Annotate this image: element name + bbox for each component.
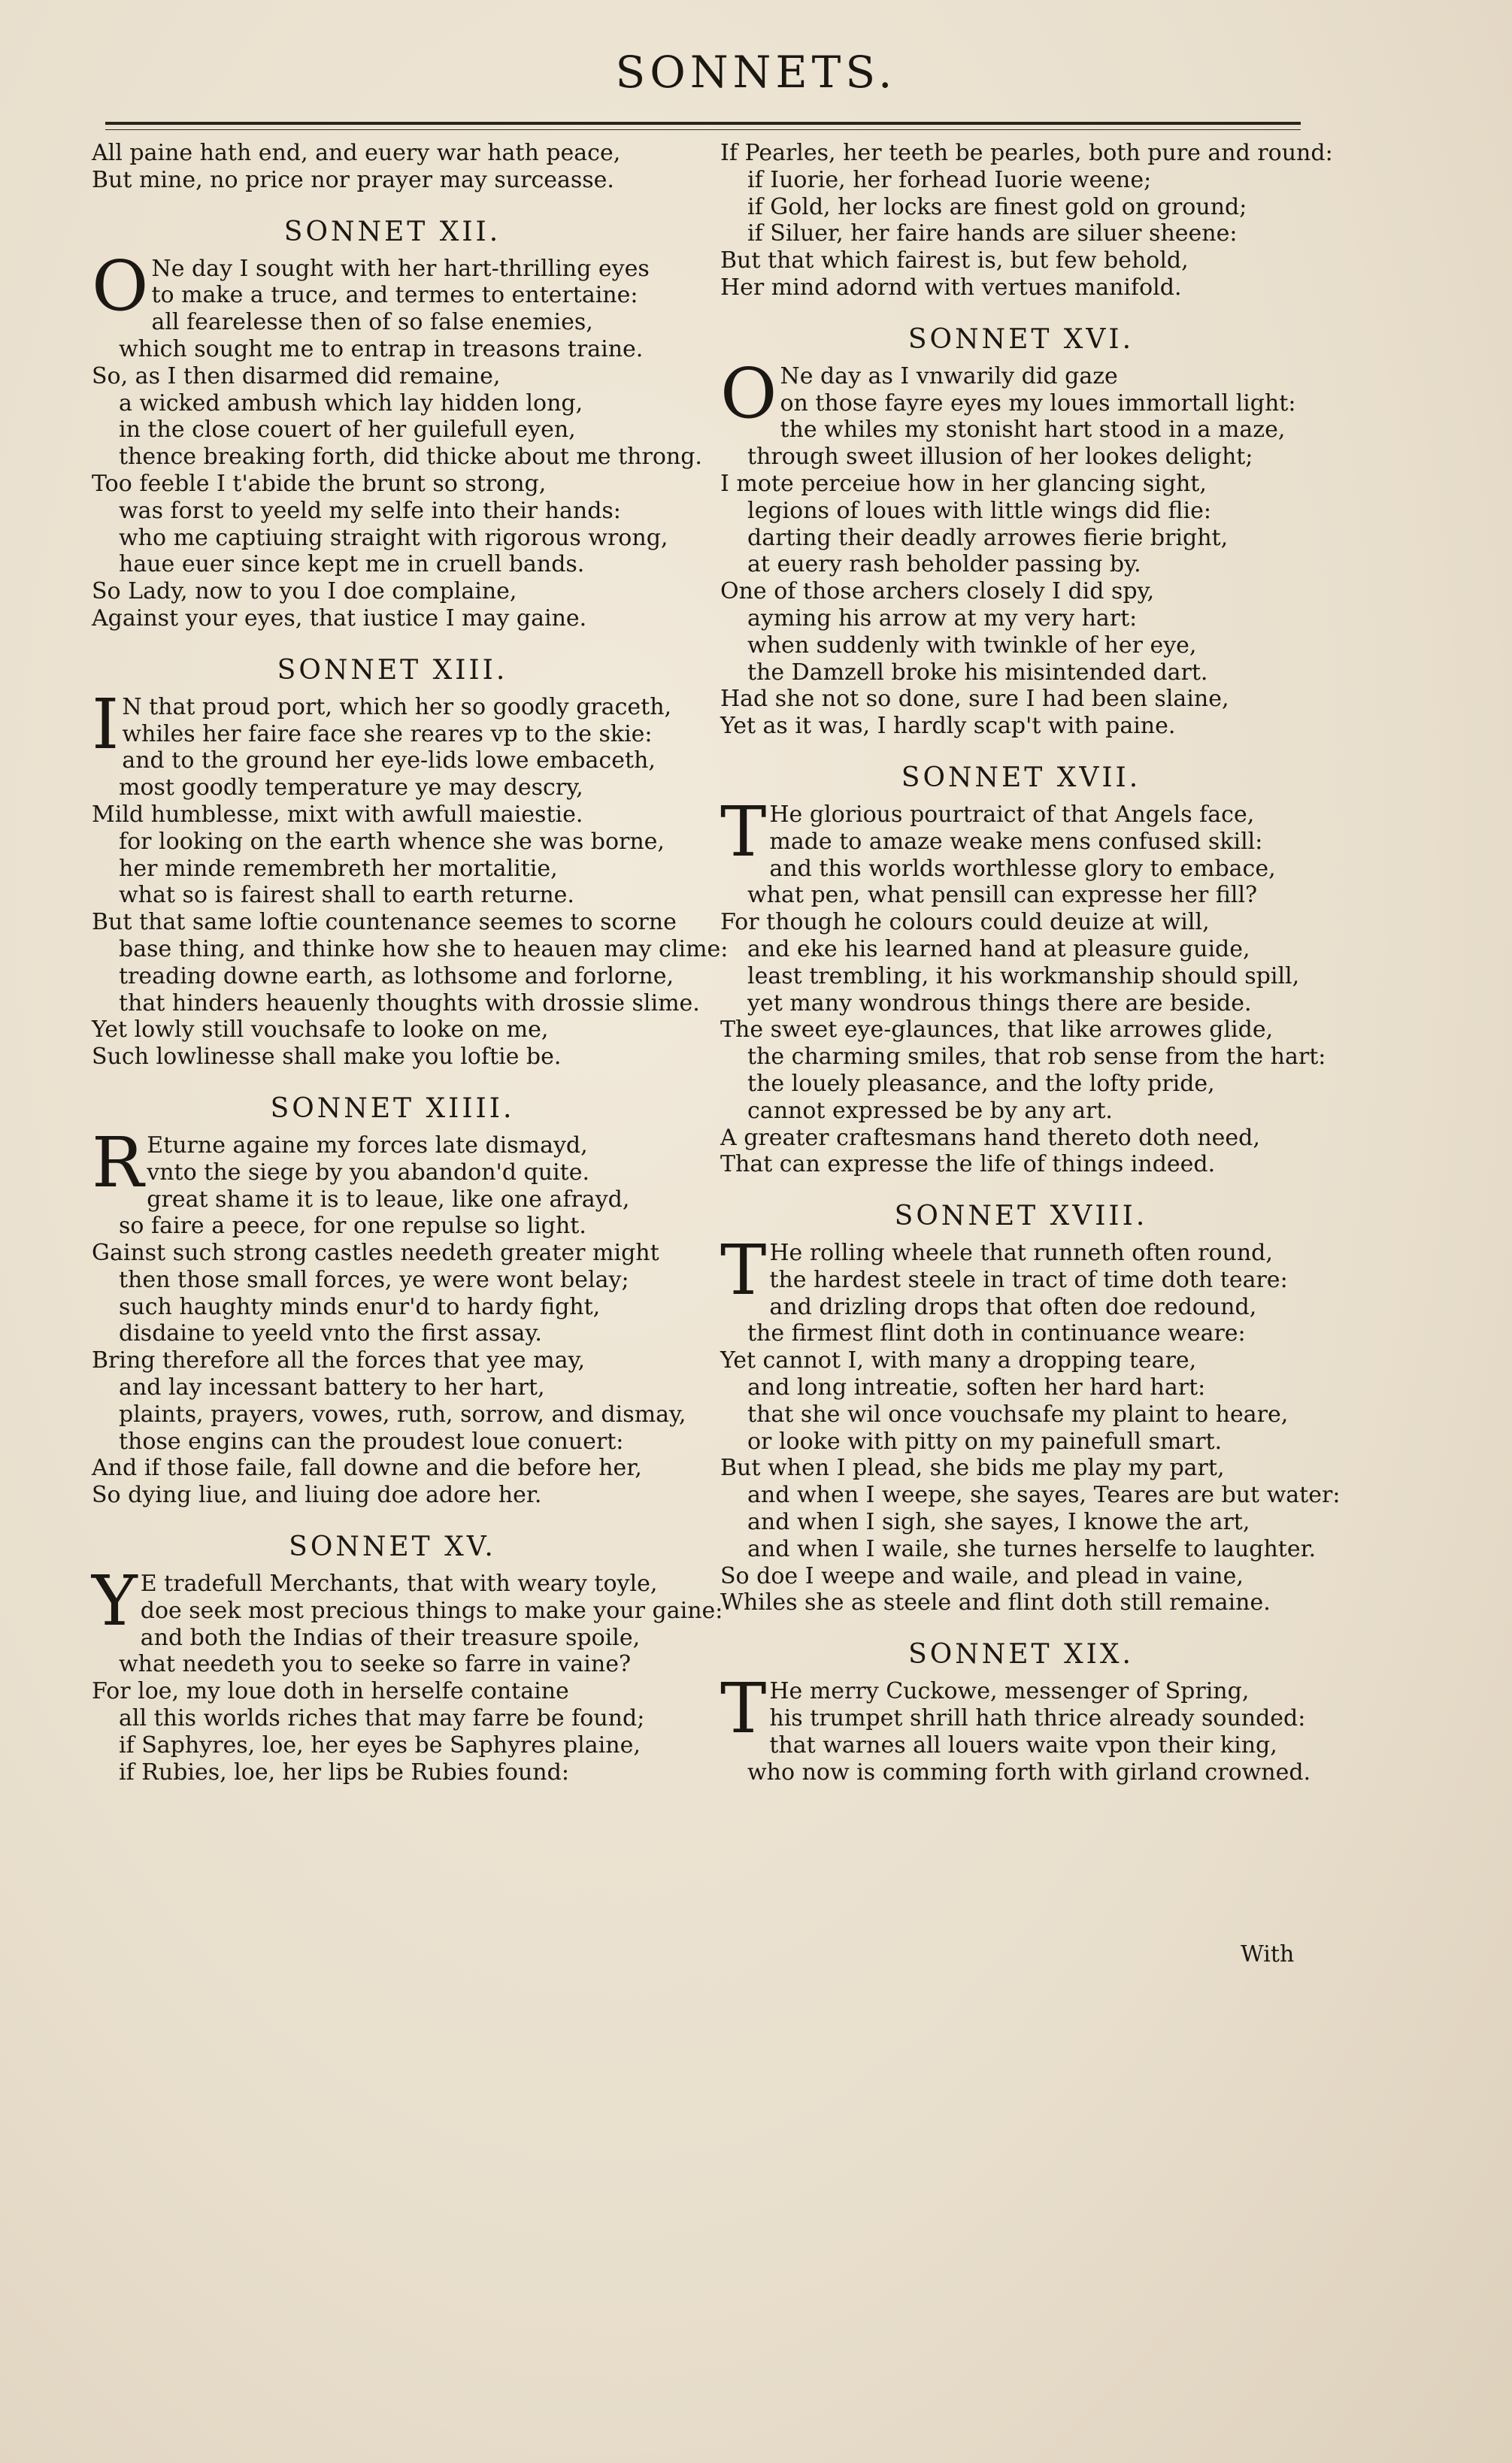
- verse-line: on those fayre eyes my loues immortall light:: [780, 389, 1296, 417]
- verse-line: thence breaking forth, did thicke about me throng.: [119, 444, 702, 471]
- verse-line: that warnes all louers waite vpon their king,: [769, 1731, 1277, 1759]
- drop-cap: O: [92, 245, 149, 326]
- verse-line: and long intreatie, soften her hard hart:: [747, 1374, 1206, 1401]
- verse-line: cannot expressed be by any art.: [747, 1097, 1113, 1124]
- verse-line: and this worlds worthlesse glory to embace,: [769, 855, 1276, 882]
- verse-line: was forst to yeeld my selfe into their hands:: [119, 497, 621, 524]
- verse-line: then those small forces, ye were wont belay;: [119, 1266, 629, 1293]
- drop-cap: I: [92, 683, 120, 765]
- verse-line: Her mind adornd with vertues manifold.: [720, 274, 1182, 301]
- verse-line: yet many wondrous things there are beside.: [747, 989, 1252, 1016]
- verse-line: if Iuorie, her forhead Iuorie weene;: [747, 166, 1152, 193]
- verse-line: But mine, no price nor prayer may surceasse.: [92, 166, 614, 193]
- verse-line: the hardest steele in tract of time doth teare:: [769, 1266, 1288, 1293]
- verse-line: legions of loues with little wings did flie:: [747, 497, 1211, 524]
- verse-line: for looking on the earth whence she was borne,: [119, 828, 665, 855]
- verse-line: in the close couert of her guilefull eyen,: [119, 417, 576, 444]
- verse-line: if Saphyres, loe, her eyes be Saphyres plaine,: [119, 1731, 641, 1759]
- verse-line: Yet lowly still vouchsafe to looke on me,: [92, 1016, 549, 1044]
- sonnet-title: SONNET XVII.: [901, 762, 1141, 793]
- verse-line: Such lowlinesse shall make you loftie be.: [92, 1044, 562, 1071]
- verse-line: Eturne againe my forces late dismayd,: [147, 1132, 588, 1159]
- verse-line: that hinders heauenly thoughts with drossie slime.: [119, 989, 700, 1016]
- sonnet-body: [720, 353, 1322, 740]
- verse-line: haue euer since kept me in cruell bands.: [119, 551, 585, 578]
- verse-line: who now is comming forth with girland crowned.: [747, 1759, 1311, 1786]
- verse-line: So dying liue, and liuing doe adore her.: [92, 1482, 542, 1509]
- verse-line: when suddenly with twinkle of her eye,: [747, 632, 1197, 659]
- verse-line: what pen, what pensill can expresse her fill?: [747, 882, 1258, 909]
- verse-line: which sought me to entrap in treasons traine.: [119, 335, 644, 362]
- verse-line: darting their deadly arrowes fierie bright,: [747, 524, 1229, 551]
- verse-line: So Lady, now to you I doe complaine,: [92, 578, 517, 605]
- verse-line: Ne day as I vnwarily did gaze: [780, 362, 1118, 389]
- running-head: SONNETS.: [615, 47, 897, 98]
- verse-line: what needeth you to seeke so farre in vaine?: [119, 1651, 632, 1678]
- verse-line: and lay incessant battery to her hart,: [119, 1374, 545, 1401]
- verse-line: if Gold, her locks are finest gold on ground;: [747, 193, 1247, 220]
- drop-cap: R: [92, 1122, 144, 1203]
- verse-line: treading downe earth, as lothsome and forlorne,: [119, 962, 674, 989]
- verse-line: He rolling wheele that runneth often round,: [769, 1240, 1273, 1267]
- verse-line: So, as I then disarmed did remaine,: [92, 362, 501, 389]
- drop-cap: T: [720, 1668, 767, 1750]
- verse-line: and both the Indias of their treasure spoile,: [140, 1624, 641, 1651]
- sonnet-title: SONNET XII.: [283, 216, 501, 247]
- verse-line: He merry Cuckowe, messenger of Spring,: [769, 1678, 1250, 1705]
- sonnet-title: SONNET XIII.: [277, 654, 508, 686]
- verse-line: the charming smiles, that rob sense from the hart:: [747, 1044, 1326, 1071]
- verse-line: such haughty minds enur'd to hardy fight,: [119, 1293, 601, 1320]
- verse-line: the louely pleasance, and the lofty pride,: [747, 1070, 1215, 1097]
- verse-line: a wicked ambush which lay hidden long,: [119, 389, 583, 417]
- verse-line: vnto the siege by you abandon'd quite.: [147, 1159, 590, 1186]
- drop-cap: O: [720, 353, 777, 434]
- catchword: With: [1241, 1941, 1295, 1968]
- sonnet-title: SONNET XVI.: [908, 323, 1135, 355]
- verse-line: his trumpet shrill hath thrice already sounded:: [769, 1705, 1306, 1732]
- verse-line: disdaine to yeeld vnto the first assay.: [119, 1320, 542, 1347]
- verse-line: base thing, and thinke how she to heauen may clime:: [119, 935, 729, 962]
- verse-line: so faire a peece, for one repulse so light.: [119, 1213, 586, 1240]
- verse-line: the firmest flint doth in continuance weare:: [747, 1320, 1246, 1347]
- sonnet-body: [92, 245, 702, 632]
- verse-line: the whiles my stonisht hart stood in a maze,: [780, 417, 1286, 444]
- verse-line: For loe, my loue doth in herselfe containe: [92, 1678, 569, 1705]
- verse-line: And if those faile, fall downe and die before her,: [92, 1455, 642, 1482]
- sonnet-body: [92, 1561, 723, 1786]
- verse-line: N that proud port, which her so goodly graceth,: [122, 693, 672, 720]
- verse-line: E tradefull Merchants, that with weary toyle,: [140, 1571, 658, 1598]
- drop-cap: Y: [92, 1561, 138, 1642]
- header-rule-thick: [105, 122, 1301, 125]
- verse-line: Yet cannot I, with many a dropping teare,: [720, 1347, 1197, 1374]
- verse-line: and drizling drops that often doe redound,: [769, 1293, 1257, 1320]
- verse-line: Too feeble I t'abide the brunt so strong,: [92, 470, 547, 497]
- sonnet-title: SONNET XVIII.: [894, 1201, 1148, 1232]
- verse-line: most goodly temperature ye may descry,: [119, 774, 583, 801]
- sonnet-title: SONNET XV.: [289, 1531, 496, 1563]
- left-column: [92, 140, 729, 1786]
- verse-line: made to amaze weake mens confused skill:: [769, 828, 1263, 855]
- verse-line: A greater craftesmans hand thereto doth need,: [720, 1124, 1260, 1151]
- sonnet-body: [720, 1230, 1341, 1616]
- verse-line: But that which fairest is, but few behold,: [720, 247, 1189, 274]
- verse-line: So doe I weepe and waile, and plead in vaine,: [720, 1562, 1244, 1589]
- verse-line: ayming his arrow at my very hart:: [747, 604, 1138, 632]
- verse-line: all fearelesse then of so false enemies,: [151, 309, 593, 336]
- verse-line: those engins can the proudest loue conuert:: [119, 1428, 624, 1455]
- verse-line: doe seek most precious things to make your gaine:: [140, 1597, 723, 1624]
- verse-line: Yet as it was, I hardly scap't with paine.: [720, 713, 1176, 740]
- verse-line: what so is fairest shall to earth returne.: [119, 882, 574, 909]
- verse-line: The sweet eye-glaunces, that like arrowes glide,: [720, 1016, 1274, 1044]
- sonnet-body: [92, 683, 729, 1071]
- verse-line: All paine hath end, and euery war hath peace,: [92, 140, 621, 166]
- sonnet-body: [720, 791, 1326, 1178]
- sonnet-title: SONNET XIIII.: [270, 1092, 515, 1124]
- verse-line: her minde remembreth her mortalitie,: [119, 855, 558, 882]
- verse-line: plaints, prayers, vowes, ruth, sorrow, and dismay,: [119, 1401, 686, 1428]
- verse-line: through sweet illusion of her lookes delight;: [747, 444, 1253, 471]
- verse-line: least trembling, it his workmanship should spill,: [747, 962, 1300, 989]
- verse-line: Mild humblesse, mixt with awfull maiestie.: [92, 801, 583, 828]
- verse-line: whiles her faire face she reares vp to the skie:: [122, 720, 653, 747]
- verse-line: if Siluer, her faire hands are siluer sheene:: [747, 220, 1238, 247]
- verse-line: That can expresse the life of things indeed.: [720, 1151, 1216, 1178]
- drop-cap: T: [720, 791, 767, 872]
- verse-line: But that same loftie countenance seemes to scorne: [92, 909, 677, 936]
- verse-line: to make a truce, and termes to entertaine:: [151, 282, 638, 309]
- header-rule-thin: [105, 129, 1301, 130]
- verse-line: If Pearles, her teeth be pearles, both pure and round:: [720, 140, 1333, 166]
- sonnet-body: [92, 1122, 693, 1509]
- verse-line: all this worlds riches that may farre be found;: [119, 1705, 645, 1732]
- verse-line: and when I sigh, she sayes, I knowe the art,: [747, 1509, 1250, 1536]
- verse-line: But when I plead, she bids me play my part,: [720, 1455, 1225, 1482]
- sonnet-title: SONNET XIX.: [908, 1639, 1134, 1671]
- verse-line: if Rubies, loe, her lips be Rubies found:: [119, 1759, 569, 1786]
- verse-line: Bring therefore all the forces that yee may,: [92, 1347, 586, 1374]
- verse-line: Against your eyes, that iustice I may gaine.: [92, 604, 587, 632]
- verse-line: and eke his learned hand at pleasure guide,: [747, 935, 1250, 962]
- verse-line: or looke with pitty on my painefull smart.: [747, 1428, 1223, 1455]
- verse-line: great shame it is to leaue, like one afrayd,: [147, 1186, 630, 1213]
- verse-line: the Damzell broke his misintended dart.: [747, 659, 1208, 686]
- drop-cap: T: [720, 1230, 767, 1311]
- verse-line: Ne day I sought with her hart-thrilling eyes: [151, 255, 650, 282]
- verse-line: that she wil once vouchsafe my plaint to heare,: [747, 1401, 1289, 1428]
- verse-line: He glorious pourtraict of that Angels face,: [769, 801, 1255, 828]
- verse-line: I mote perceiue how in her glancing sight,: [720, 470, 1207, 497]
- verse-line: Gainst such strong castles needeth greater might: [92, 1240, 659, 1267]
- verse-line: and when I weepe, she sayes, Teares are but water:: [747, 1482, 1341, 1509]
- verse-line: For though he colours could deuize at will,: [720, 909, 1210, 936]
- verse-line: and when I waile, she turnes herselfe to laughter.: [747, 1535, 1317, 1562]
- right-column: [720, 140, 1341, 1786]
- verse-line: Whiles she as steele and flint doth still remaine.: [720, 1589, 1271, 1616]
- verse-line: and to the ground her eye-lids lowe embaceth,: [122, 747, 656, 774]
- verse-line: who me captiuing straight with rigorous wrong,: [119, 524, 668, 551]
- verse-line: One of those archers closely I did spy,: [720, 578, 1155, 605]
- verse-line: at euery rash beholder passing by.: [747, 551, 1141, 578]
- verse-line: Had she not so done, sure I had been slaine,: [720, 686, 1229, 713]
- sonnet-body: [720, 1668, 1322, 1786]
